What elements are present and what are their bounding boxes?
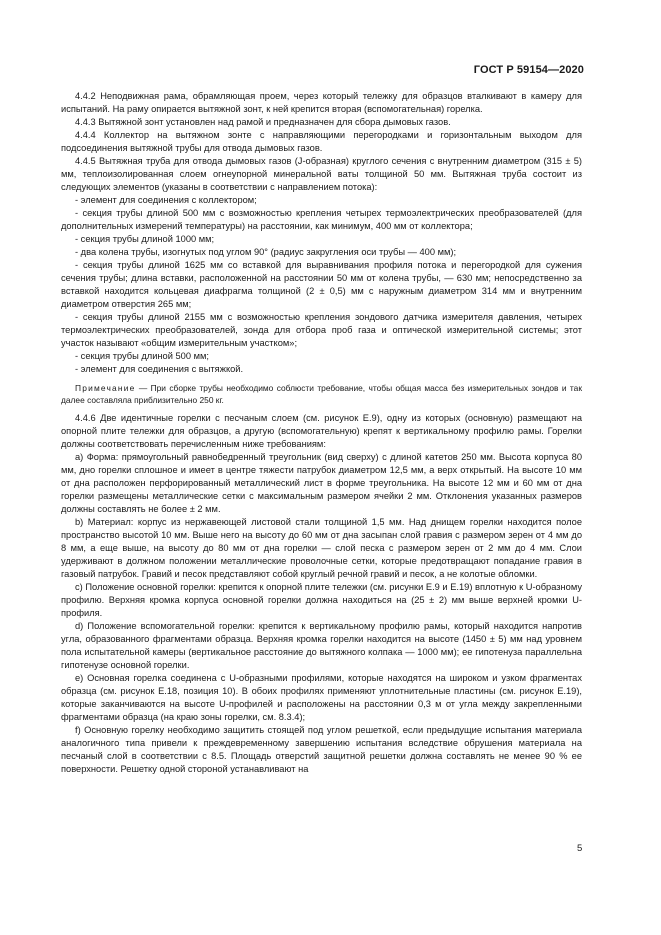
- item-f: f) Основную горелку необходимо защитить стоящей под углом решеткой, если предыдущие испытания материала аналогичного типа привели к преждевременному завершению испытания вследствие обрушения материала на песчаный слой в соответствии с 8.5. Площадь отверстий защитной решетки должна составлять не менее 90 % ее поверхности. Решетку одной стороной устанавливают на: [61, 725, 582, 774]
- note-label: Примечание: [75, 383, 136, 393]
- paragraph-4-4-5: 4.4.5 Вытяжная труба для отвода дымовых газов (J-образная) круглого сечения с внутренним диаметром (315 ± 5) мм, теплоизолированная слоем огнеупорной минеральной ваты толщиной 50 мм. Вытяжная труба состоит из следующих элементов (указаны в соответствии с направлением потока):: [61, 156, 582, 192]
- list-item: - секция трубы длиной 500 мм;: [75, 351, 209, 361]
- standard-header: ГОСТ Р 59154—2020: [473, 64, 584, 76]
- item-e: e) Основная горелка соединена с U-образными профилями, которые находятся на широком и узком фрагментах образца (см. рисунок Е.18, позиция 10). В обоих профилях применяют уплотнительные пластины (см. рисунок Е.19), которые заканчиваются на высоте U-профилей и расположены на расстоянии 0,3 м от угла между закрепленными фрагментами образца (на краю зоны горелки, см. 8.3.4);: [61, 673, 582, 722]
- list-item: - секция трубы длиной 1000 мм;: [75, 234, 215, 244]
- list-item: - секция трубы длиной 2155 мм с возможностью крепления зондового датчика измерителя давления, четырех термоэлектрических преобразователей, зонда для отбора проб газа и оптической измерительной системы; этот участок называют «общим измерительным участком»;: [61, 312, 582, 348]
- paragraph-4-4-4: 4.4.4 Коллектор на вытяжном зонте с направляющими перегородками и горизонтальным выходом для подсоединения вытяжной трубы для отвода дымовых газов.: [61, 130, 582, 153]
- document-body: [61, 90, 582, 776]
- list-item: - секция трубы длиной 500 мм с возможностью крепления четырех термоэлектрических преобразователей (для дополнительных измерений температуры) на расстоянии, как минимум, 400 мм от коллектора;: [61, 208, 582, 231]
- paragraph-4-4-3: 4.4.3 Вытяжной зонт установлен над рамой и предназначен для сбора дымовых газов.: [75, 117, 451, 127]
- note-text: — При сборке трубы необходимо соблюсти требование, чтобы общая масса без измерительных зондов и так далее составляла приблизительно 250 кг.: [61, 383, 582, 405]
- page-number: 5: [577, 843, 583, 854]
- item-c: c) Положение основной горелки: крепится к опорной плите тележки (см. рисунки Е.9 и Е.19) вплотную к U-образному профилю. Верхняя кромка корпуса основной горелки должна находиться на (25 ± 2) мм выше верхней кромки U-профиля.: [61, 582, 582, 618]
- paragraph-4-4-6: 4.4.6 Две идентичные горелки с песчаным слоем (см. рисунок Е.9), одну из которых (основную) размещают на опорной плите тележки для образцов, а другую (вспомогательную) крепят к вертикальному профилю рамы. Горелки должны соответствовать перечисленным ниже требованиям:: [61, 413, 582, 449]
- item-b: b) Материал: корпус из нержавеющей листовой стали толщиной 1,5 мм. Над днищем горелки находится полое пространство высотой 10 мм. Выше него на высоту до 60 мм от дна засыпан слой гравия с размером зерен от 4 мм до 8 мм, а еще выше, на высоту до 80 мм от дна горелки — слой песка с размером зерен от 2 мм до 4 мм. Слои удерживают в должном положении металлические проволочные сетки, которые предотвращают попадание гравия в газовый патрубок. Гравий и песок представляют собой круглый речной гравий и песок, а не колотые обломки.: [61, 517, 582, 579]
- list-item: - элемент для соединения с коллектором;: [75, 195, 257, 205]
- item-d: d) Положение вспомогательной горелки: крепится к вертикальному профилю рамы, который находится напротив угла, образованного фрагментами образца. Верхняя кромка горелки находится на высоте (1450 ± 5) мм над уровнем пола испытательной камеры (вертикальное расстояние до вытяжного колпака — 1000 мм); ее гипотенуза параллельна гипотенузе основной горелки.: [61, 621, 582, 670]
- list-item: - два колена трубы, изогнутых под углом 90° (радиус закругления оси трубы — 400 мм);: [75, 247, 457, 257]
- list-item: - секция трубы длиной 1625 мм со вставкой для выравнивания профиля потока и перегородкой для сужения сечения трубы; длина вставки, расположенной на расстоянии 50 мм от колена трубы, — 630 мм; непосредственно за вставкой находится кольцевая диафрагма толщиной (2 ± 0,5) мм с наружным диаметром 314 мм и внутренним диаметром отверстия 265 мм;: [61, 260, 582, 309]
- paragraph-4-4-2: 4.4.2 Неподвижная рама, обрамляющая проем, через который тележку для образцов вталкивают в камеру для испытаний. На раму опирается вытяжной зонт, к ней крепится вторая (вспомогательная) горелка.: [61, 91, 582, 114]
- item-a: a) Форма: прямоугольный равнобедренный треугольник (вид сверху) с длиной катетов 250 мм. Высота корпуса 80 мм, дно горелки сплошное и имеет в центре тяжести патрубок диаметром 12,5 мм, а верх открытый. На высоте 10 мм от дна расположен перфорированный металлический лист в форме треугольника. На высоте 12 мм и 60 мм от дна горелки размещены металлические сетки с максимальным размером ячейки 2 мм. Отклонения указанных размеров должны составлять не более ± 2 мм.: [61, 452, 582, 514]
- list-item: - элемент для соединения с вытяжкой.: [75, 364, 244, 374]
- note: [61, 382, 582, 406]
